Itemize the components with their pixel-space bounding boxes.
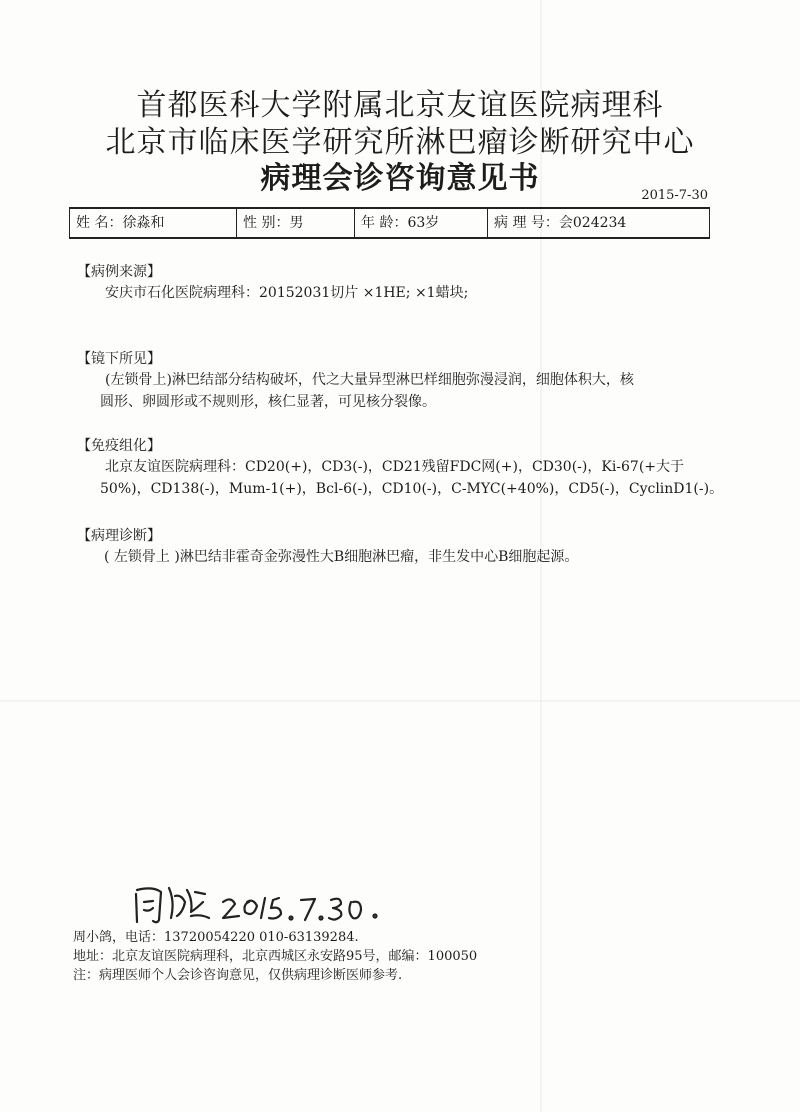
document-title: 病理会诊咨询意见书 bbox=[260, 161, 540, 196]
patient-gender: 性 别：男 bbox=[236, 209, 354, 237]
patient-name: 姓 名：徐淼和 bbox=[69, 209, 236, 237]
section-text: 安庆市石化医院病理科：20152031切片 ×1HE; ×1蜡块; bbox=[105, 285, 469, 301]
hospital-title: 首都医科大学附属北京友谊医院病理科 bbox=[136, 88, 664, 123]
contact-line: 周小鸽，电话：13720054220 010-63139284. bbox=[73, 930, 359, 945]
section-text-line: (左锁骨上)淋巴结部分结构破坏，代之大量异型淋巴样细胞弥漫浸润，细胞体积大，核 bbox=[105, 372, 634, 388]
case-source-section bbox=[77, 262, 727, 304]
address-line: 地址：北京友谊医院病理科，北京西城区永安路95号，邮编：100050 bbox=[73, 949, 478, 964]
paper-crease bbox=[0, 700, 800, 702]
section-heading: 【镜下所见】 bbox=[77, 351, 161, 367]
section-heading: 【免疫组化】 bbox=[77, 438, 161, 454]
section-text-line: 北京友谊医院病理科：CD20(+)，CD3(-)，CD21残留FDC网(+)，CD30(-)，Ki-67(+大于 bbox=[105, 459, 685, 475]
institute-title: 北京市临床医学研究所淋巴瘤诊断研究中心 bbox=[105, 125, 695, 160]
patient-age: 年 龄：63岁 bbox=[354, 209, 487, 237]
immunohistochemistry-section bbox=[77, 436, 727, 500]
section-text-line: 圆形、卵圆形或不规则形，核仁显著，可见核分裂像。 bbox=[100, 394, 436, 410]
patient-info-table bbox=[69, 207, 710, 239]
disclaimer-note: 注：病理医师个人会诊咨询意见，仅供病理诊断医师参考. bbox=[73, 968, 403, 983]
report-date: 2015-7-30 bbox=[641, 188, 708, 203]
section-heading: 【病理诊断】 bbox=[77, 528, 161, 544]
section-text-line: 50%)，CD138(-)，Mum-1(+)，Bcl-6(-)，CD10(-)，C-MYC(+40%)，CD5(-)，CyclinD1(-)。 bbox=[100, 481, 724, 497]
case-number: 病 理 号：会024234 bbox=[487, 209, 710, 237]
diagnosis-text: ( 左锁骨上 )淋巴结非霍奇金弥漫性大B细胞淋巴瘤，非生发中心B细胞起源。 bbox=[104, 549, 579, 565]
diagnosis-section bbox=[77, 526, 727, 568]
handwritten-signature bbox=[131, 872, 391, 932]
section-heading: 【病例来源】 bbox=[77, 264, 161, 280]
microscopy-section bbox=[77, 349, 727, 413]
